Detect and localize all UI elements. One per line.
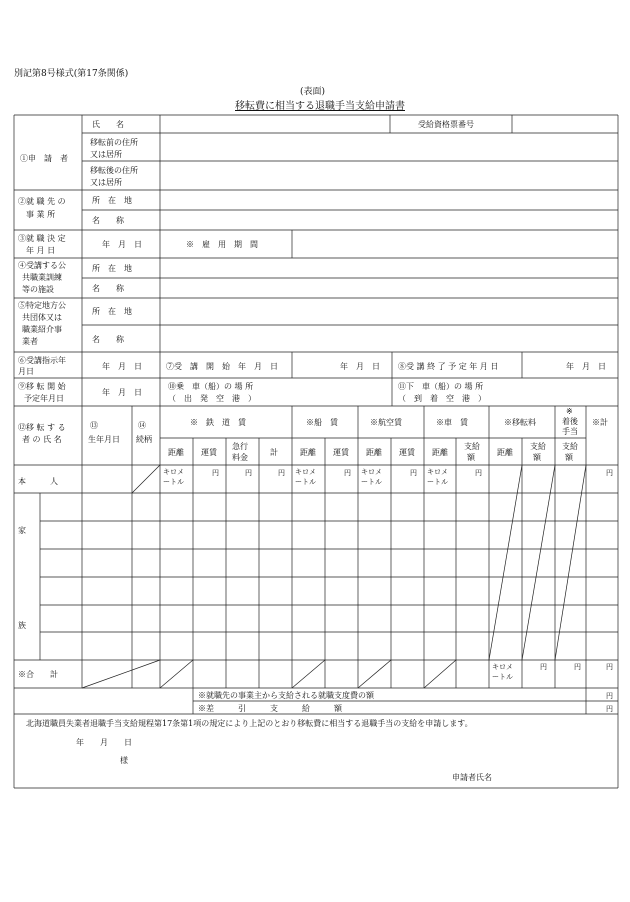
- next-address-label-1: 移転後の住所: [90, 166, 138, 175]
- training-label-3: 等の施設: [22, 285, 54, 294]
- agency-address-label: 所 在 地: [92, 307, 132, 316]
- rail-distance-header: 距離: [168, 448, 184, 457]
- air-km-2: ートル: [361, 478, 382, 486]
- settle-paid-header-2: 額: [565, 453, 573, 462]
- air-distance-header: 距離: [366, 448, 382, 457]
- grand-moving-yen: 円: [540, 663, 547, 671]
- rail-fare-yen: 円: [212, 469, 219, 477]
- agency-label-3: 職業紹介事: [22, 325, 62, 334]
- support-amount-label: ※就職先の事業主から支給される就職支度費の額: [198, 691, 374, 700]
- signer-label: 申請者氏名: [452, 773, 492, 782]
- family-label-1: 家: [18, 526, 26, 535]
- course-end-date: 年 月 日: [566, 362, 606, 371]
- grand-total-label: ※合 計: [18, 670, 58, 679]
- air-km-1: キロメ: [361, 468, 382, 476]
- instruction-label-2: 月日: [18, 367, 34, 376]
- air-fare-header: ※航空賃: [370, 418, 402, 427]
- employer-label-1: ②就 職 先 の: [18, 197, 66, 206]
- decision-date: 年 月 日: [102, 240, 142, 249]
- moving-fee-header: ※移転料: [504, 418, 536, 427]
- training-address-label: 所 在 地: [92, 264, 132, 273]
- rail-km-1: キロメ: [163, 468, 184, 476]
- applicant-label: ①申 請 者: [20, 154, 68, 163]
- form-number: 別記第8号様式(第17条関係): [14, 69, 129, 79]
- employer-name-label: 名 称: [92, 216, 124, 225]
- employment-period-label: ※ 雇 用 期 間: [186, 240, 258, 249]
- air-fare-yen: 円: [410, 469, 417, 477]
- cert-number-label: 受給資格票番号: [418, 120, 474, 129]
- relation-label-1: ⑭: [138, 421, 146, 430]
- course-start-date: 年 月 日: [340, 362, 380, 371]
- agency-name-label: 名 称: [92, 335, 124, 344]
- persons-label-2: 者 の 氏 名: [22, 435, 62, 444]
- moving-distance-header: 距離: [497, 448, 513, 457]
- settle-paid-header-1: 支給: [562, 442, 578, 451]
- birth-label-2: 生年月日: [88, 435, 120, 444]
- boarding-label-2: （ 出 発 空 港 ）: [168, 394, 256, 403]
- persons-label-1: ⑫移 転 す る: [18, 423, 66, 432]
- grand-total-yen: 円: [606, 663, 613, 671]
- grand-moving-km-1: キロメ: [492, 663, 513, 671]
- rail-fare-subheader: 運賃: [201, 448, 217, 457]
- family-label-2: 族: [18, 621, 26, 630]
- rail-sum-yen: 円: [278, 469, 285, 477]
- course-end-label: ⑧受 講 終 了 予 定 年 月 日: [398, 362, 499, 371]
- net-amount-label: ※差 引 支 給 額: [198, 704, 342, 713]
- boarding-label-1: ⑩乗 車（船）の 場 所: [168, 382, 254, 391]
- move-label-2: 予定年月日: [24, 394, 64, 403]
- air-fare-subheader: 運賃: [399, 448, 415, 457]
- birth-label-1: ⑬: [90, 421, 98, 430]
- agency-label-4: 業者: [22, 337, 38, 346]
- self-row-label: 本 人: [18, 477, 58, 486]
- alighting-label-1: ⑪下 車（船）の 場 所: [398, 382, 484, 391]
- settlement-header-2: 着後: [562, 417, 578, 426]
- ship-fare-subheader: 運賃: [333, 448, 349, 457]
- car-paid-header-2: 額: [467, 453, 475, 462]
- express-fee-header-1: 急行: [232, 442, 248, 451]
- rail-km-2: ートル: [163, 478, 184, 486]
- car-fare-header: ※車 賃: [436, 418, 468, 427]
- prev-address-label-2: 又は居所: [90, 150, 122, 159]
- training-name-label: 名 称: [92, 284, 124, 293]
- form-title: 移転費に相当する退職手当支給申請書: [235, 101, 405, 112]
- declaration-text: 北海道職員失業者退職手当支給規程第17条第1項の規定により上記のとおり移転費に相当する退職手当の支給を申請します。: [26, 719, 473, 728]
- express-fee-header-2: 料金: [232, 453, 248, 462]
- ship-km-2: ートル: [295, 478, 316, 486]
- prev-address-label-1: 移転前の住所: [90, 138, 138, 147]
- grand-moving-km-2: ートル: [492, 673, 513, 681]
- next-address-label-2: 又は居所: [90, 178, 122, 187]
- applicant-name-label: 氏 名: [92, 120, 124, 129]
- form-side: (表面): [300, 87, 326, 97]
- grand-settle-yen: 円: [574, 663, 581, 671]
- car-km-1: キロメ: [427, 468, 448, 476]
- ship-km-1: キロメ: [295, 468, 316, 476]
- rail-fare-header: ※ 鉄 道 賃: [190, 418, 246, 427]
- rail-sum-header: 計: [270, 448, 278, 457]
- agency-label-1: ⑤特定地方公: [18, 301, 66, 310]
- car-km-2: ートル: [427, 478, 448, 486]
- instruction-date: 年 月 日: [102, 362, 142, 371]
- course-start-label: ⑦受 講 開 始 年 月 日: [166, 362, 278, 371]
- support-amount-yen: 円: [606, 692, 613, 700]
- car-paid-yen: 円: [475, 469, 482, 477]
- moving-paid-header-2: 額: [533, 453, 541, 462]
- move-date: 年 月 日: [102, 388, 142, 397]
- training-label-1: ④受講する公: [18, 261, 66, 270]
- move-label-1: ⑨移 転 開 始: [18, 382, 66, 391]
- self-total-yen: 円: [606, 469, 613, 477]
- instruction-label-1: ⑥受講指示年: [18, 356, 66, 365]
- net-amount-yen: 円: [606, 705, 613, 713]
- settlement-header-3: 手当: [562, 427, 578, 436]
- ship-fare-header: ※船 賃: [306, 418, 338, 427]
- declaration-date: 年 月 日: [76, 738, 132, 747]
- ship-fare-yen: 円: [344, 469, 351, 477]
- ship-distance-header: 距離: [300, 448, 316, 457]
- employer-address-label: 所 在 地: [92, 196, 132, 205]
- decision-label-1: ③就 職 決 定: [18, 234, 66, 243]
- moving-paid-header-1: 支給: [530, 442, 546, 451]
- training-label-2: 共職業訓練: [22, 273, 62, 282]
- decision-label-2: 年 月 日: [26, 246, 56, 255]
- agency-label-2: 共団体又は: [22, 313, 62, 322]
- relation-label-2: 続柄: [136, 435, 152, 444]
- employer-label-2: 事 業 所: [26, 210, 56, 219]
- car-distance-header: 距離: [432, 448, 448, 457]
- car-paid-header-1: 支給: [464, 442, 480, 451]
- addressee-suffix: 様: [120, 756, 128, 765]
- settlement-header-1: ※: [566, 407, 573, 416]
- alighting-label-2: （ 到 着 空 港 ）: [398, 394, 486, 403]
- express-yen: 円: [245, 469, 252, 477]
- total-header: ※計: [592, 418, 608, 427]
